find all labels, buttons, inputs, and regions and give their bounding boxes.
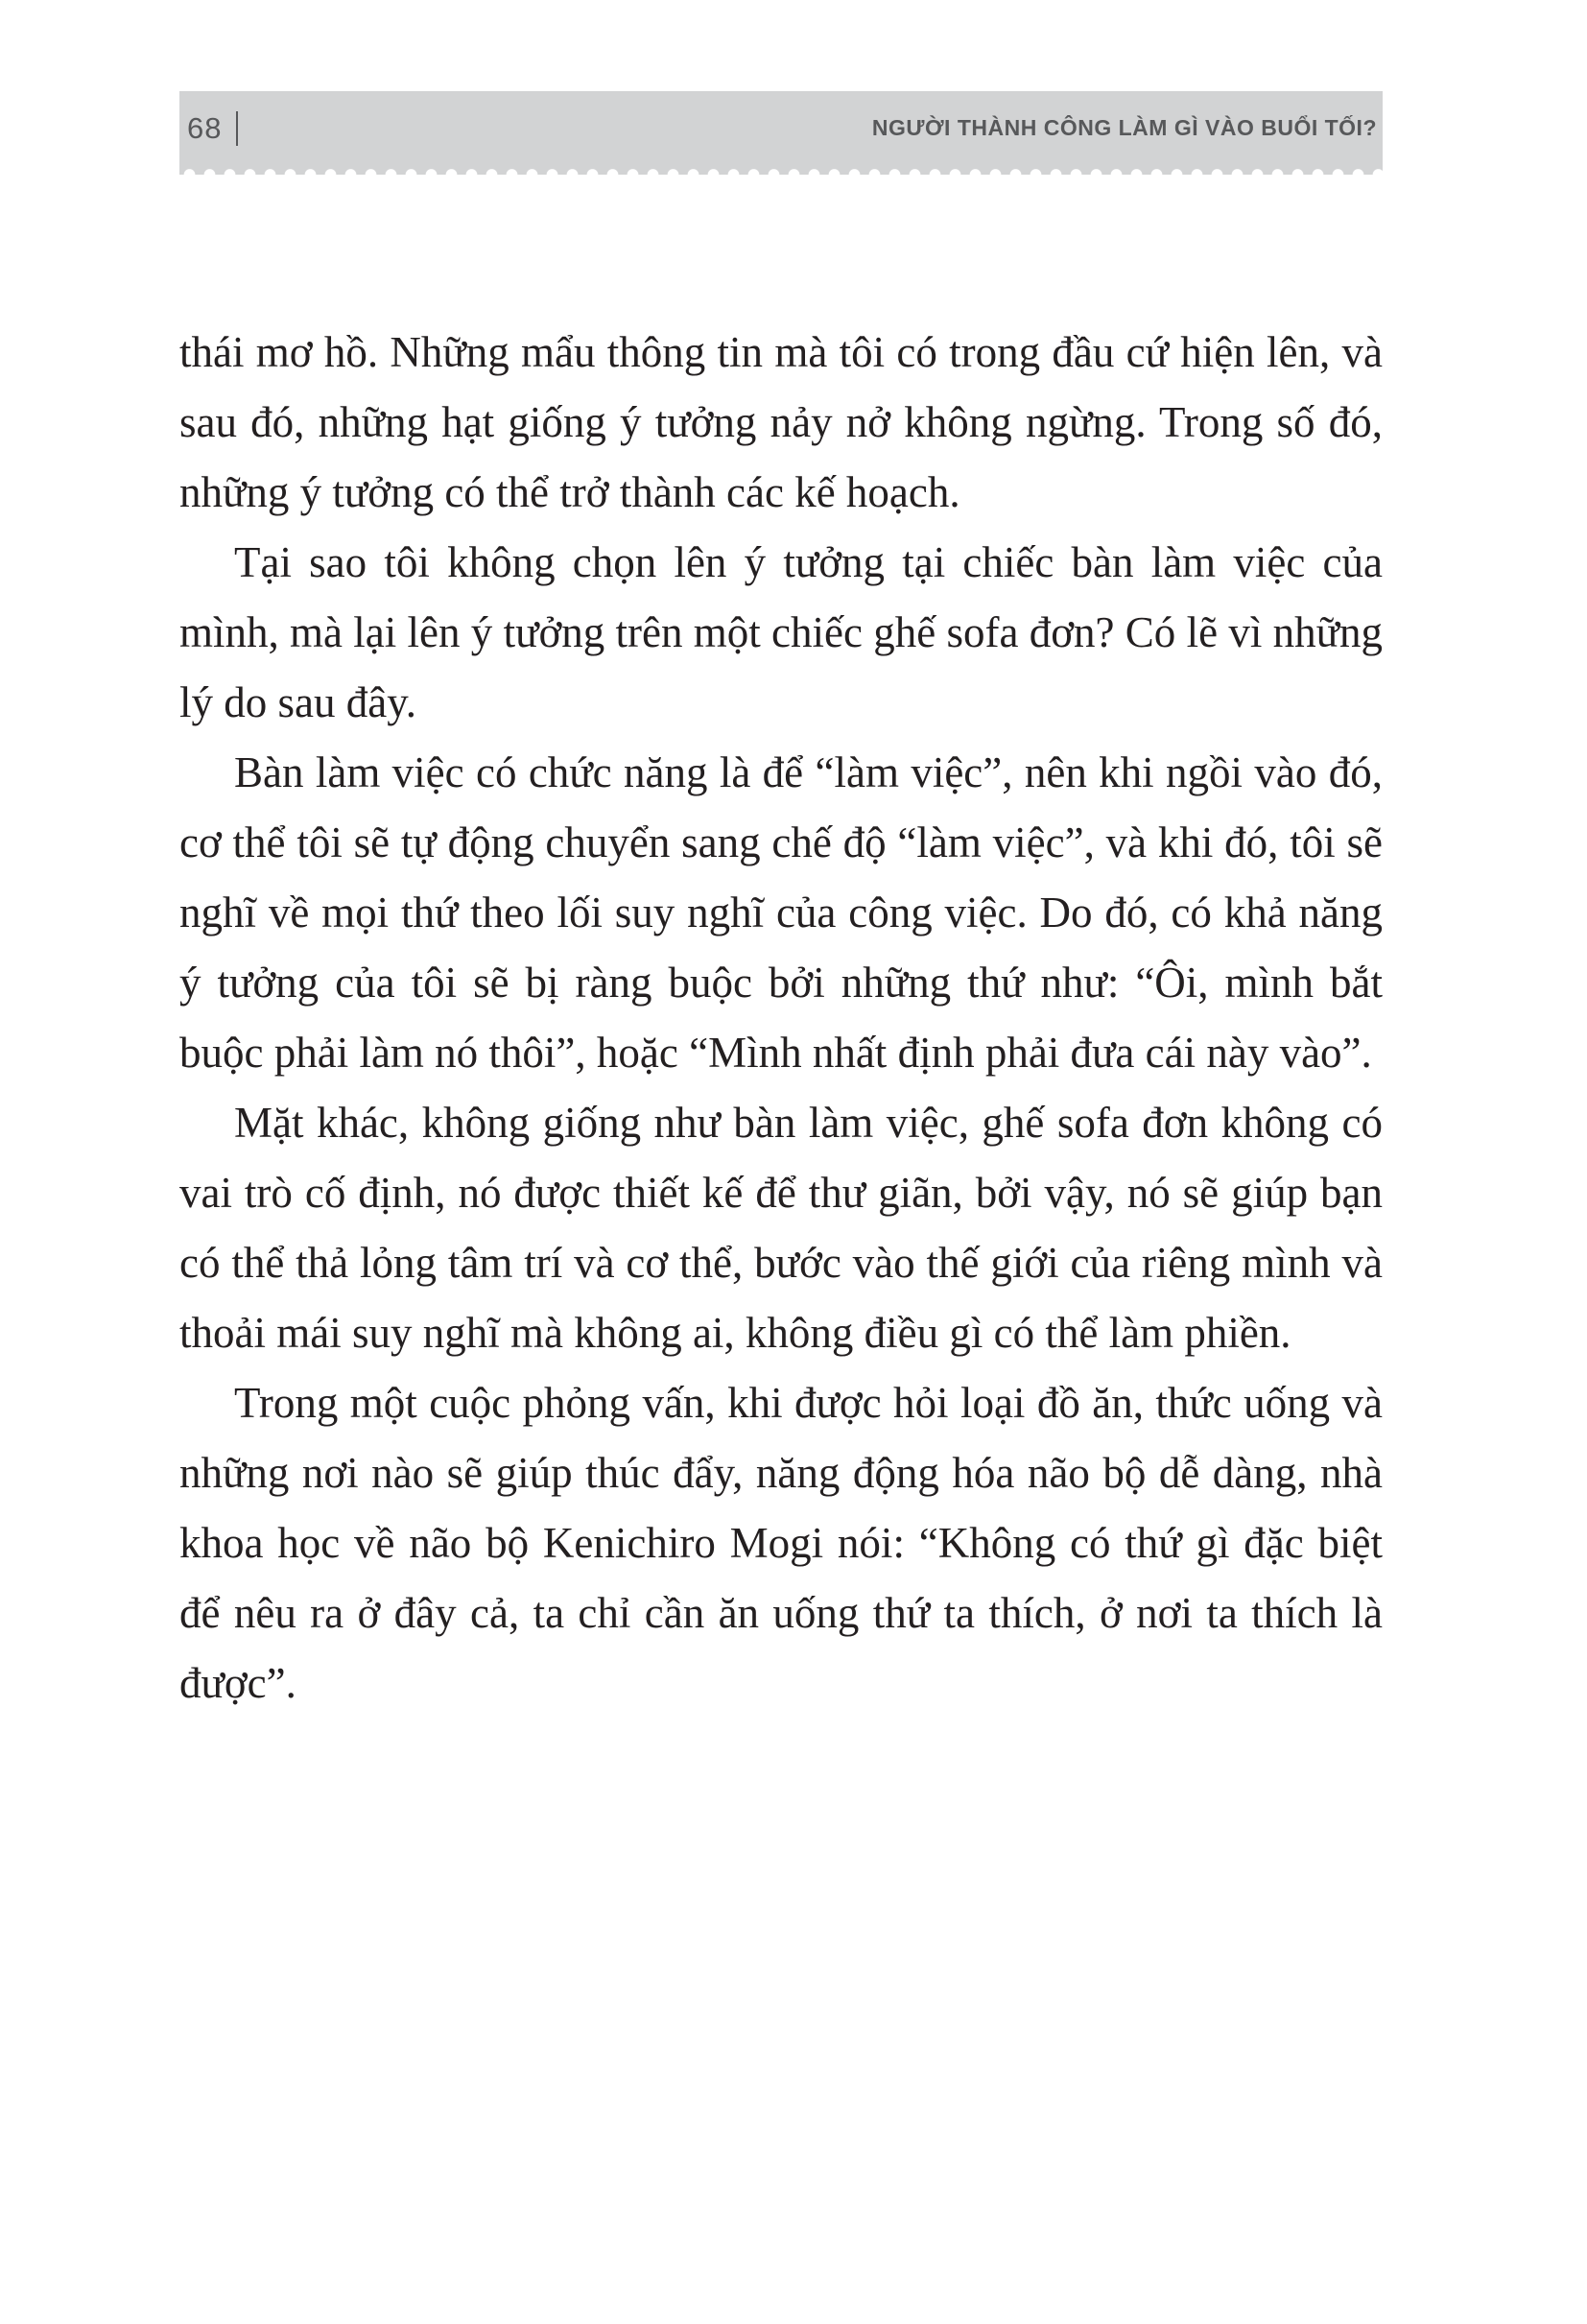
- paragraph-5: Trong một cuộc phỏng vấn, khi được hỏi loại đồ ăn, thức uống và những nơi nào sẽ giúp thúc đẩy, năng động hóa não bộ dễ dàng, nhà khoa học về não bộ Kenichiro Mogi nói: “Không có thứ gì đặc biệt để nêu ra ở đây cả, ta chỉ cần ăn uống thứ ta thích, ở nơi ta thích là được”.: [179, 1379, 1383, 1707]
- page-number: 68: [187, 110, 223, 145]
- running-title: NGƯỜI THÀNH CÔNG LÀM GÌ VÀO BUỔI TỐI?: [871, 115, 1377, 140]
- paragraph-1: thái mơ hồ. Những mẩu thông tin mà tôi có trong đầu cứ hiện lên, và sau đó, những hạt giống ý tưởng nảy nở không ngừng. Trong số đó, những ý tưởng có thể trở thành các kế hoạch.: [179, 328, 1383, 516]
- page-body: [179, 318, 1383, 1719]
- running-header: [179, 91, 1383, 175]
- paragraph-4: Mặt khác, không giống như bàn làm việc, ghế sofa đơn không có vai trò cố định, nó được thiết kế để thư giãn, bởi vậy, nó sẽ giúp bạn có thể thả lỏng tâm trí và cơ thể, bước vào thế giới của riêng mình và thoải mái suy nghĩ mà không ai, không điều gì có thể làm phiền.: [179, 1099, 1383, 1357]
- paragraph-3: Bàn làm việc có chức năng là để “làm việc”, nên khi ngồi vào đó, cơ thể tôi sẽ tự động chuyển sang chế độ “làm việc”, và khi đó, tôi sẽ nghĩ về mọi thứ theo lối suy nghĩ của công việc. Do đó, có khả năng ý tưởng của tôi sẽ bị ràng buộc bởi những thứ như: “Ôi, mình bắt buộc phải làm nó thôi”, hoặc “Mình nhất định phải đưa cái này vào”.: [179, 748, 1383, 1077]
- paragraph-2: Tại sao tôi không chọn lên ý tưởng tại chiếc bàn làm việc của mình, mà lại lên ý tưởng trên một chiếc ghế sofa đơn? Có lẽ vì những lý do sau đây.: [179, 538, 1383, 726]
- header-left: [187, 111, 238, 146]
- header-divider: [236, 111, 238, 146]
